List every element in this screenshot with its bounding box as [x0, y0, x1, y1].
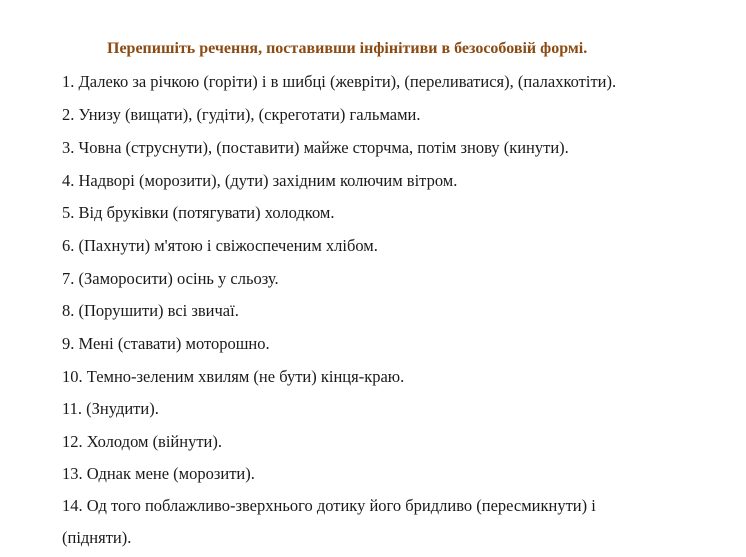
sentence-10: 10. Темно-зеленим хвилям (не бути) кінця-краю.: [62, 367, 405, 386]
sentence-7: 7. (Заморосити) осінь у сльозу.: [62, 269, 279, 288]
exercise-title: Перепишіть речення, поставивши інфінітиви в безособовій формі.: [107, 40, 588, 57]
sentence-3: 3. Човна (струснути), (поставити) майже сторчма, потім знову (кинути).: [62, 138, 569, 157]
sentence-4: 4. Надворі (морозити), (дути) західним колючим вітром.: [62, 171, 458, 190]
sentence-2: 2. Унизу (вищати), (гудіти), (скреготати) гальмами.: [62, 105, 421, 124]
sentence-14-continuation: (підняти).: [62, 528, 132, 547]
sentence-5: 5. Від бруківки (потягувати) холодком.: [62, 203, 335, 222]
sentence-13: 13. Однак мене (морозити).: [62, 464, 255, 483]
sentence-9: 9. Мені (ставати) моторошно.: [62, 334, 270, 353]
sentence-6: 6. (Пахнути) м'ятою і свіжоспеченим хлібом.: [62, 236, 378, 255]
sentence-12: 12. Холодом (війнути).: [62, 432, 223, 451]
sentence-14: 14. Од того поблажливо-зверхнього дотику його бридливо (пересмикнути) і: [62, 496, 596, 515]
sentence-8: 8. (Порушити) всі звичаї.: [62, 301, 239, 320]
sentence-11: 11. (Знудити).: [62, 399, 159, 418]
sentence-1: 1. Далеко за річкою (горіти) і в шибці (жеврiти), (переливатися), (палахкотіти).: [62, 72, 617, 91]
